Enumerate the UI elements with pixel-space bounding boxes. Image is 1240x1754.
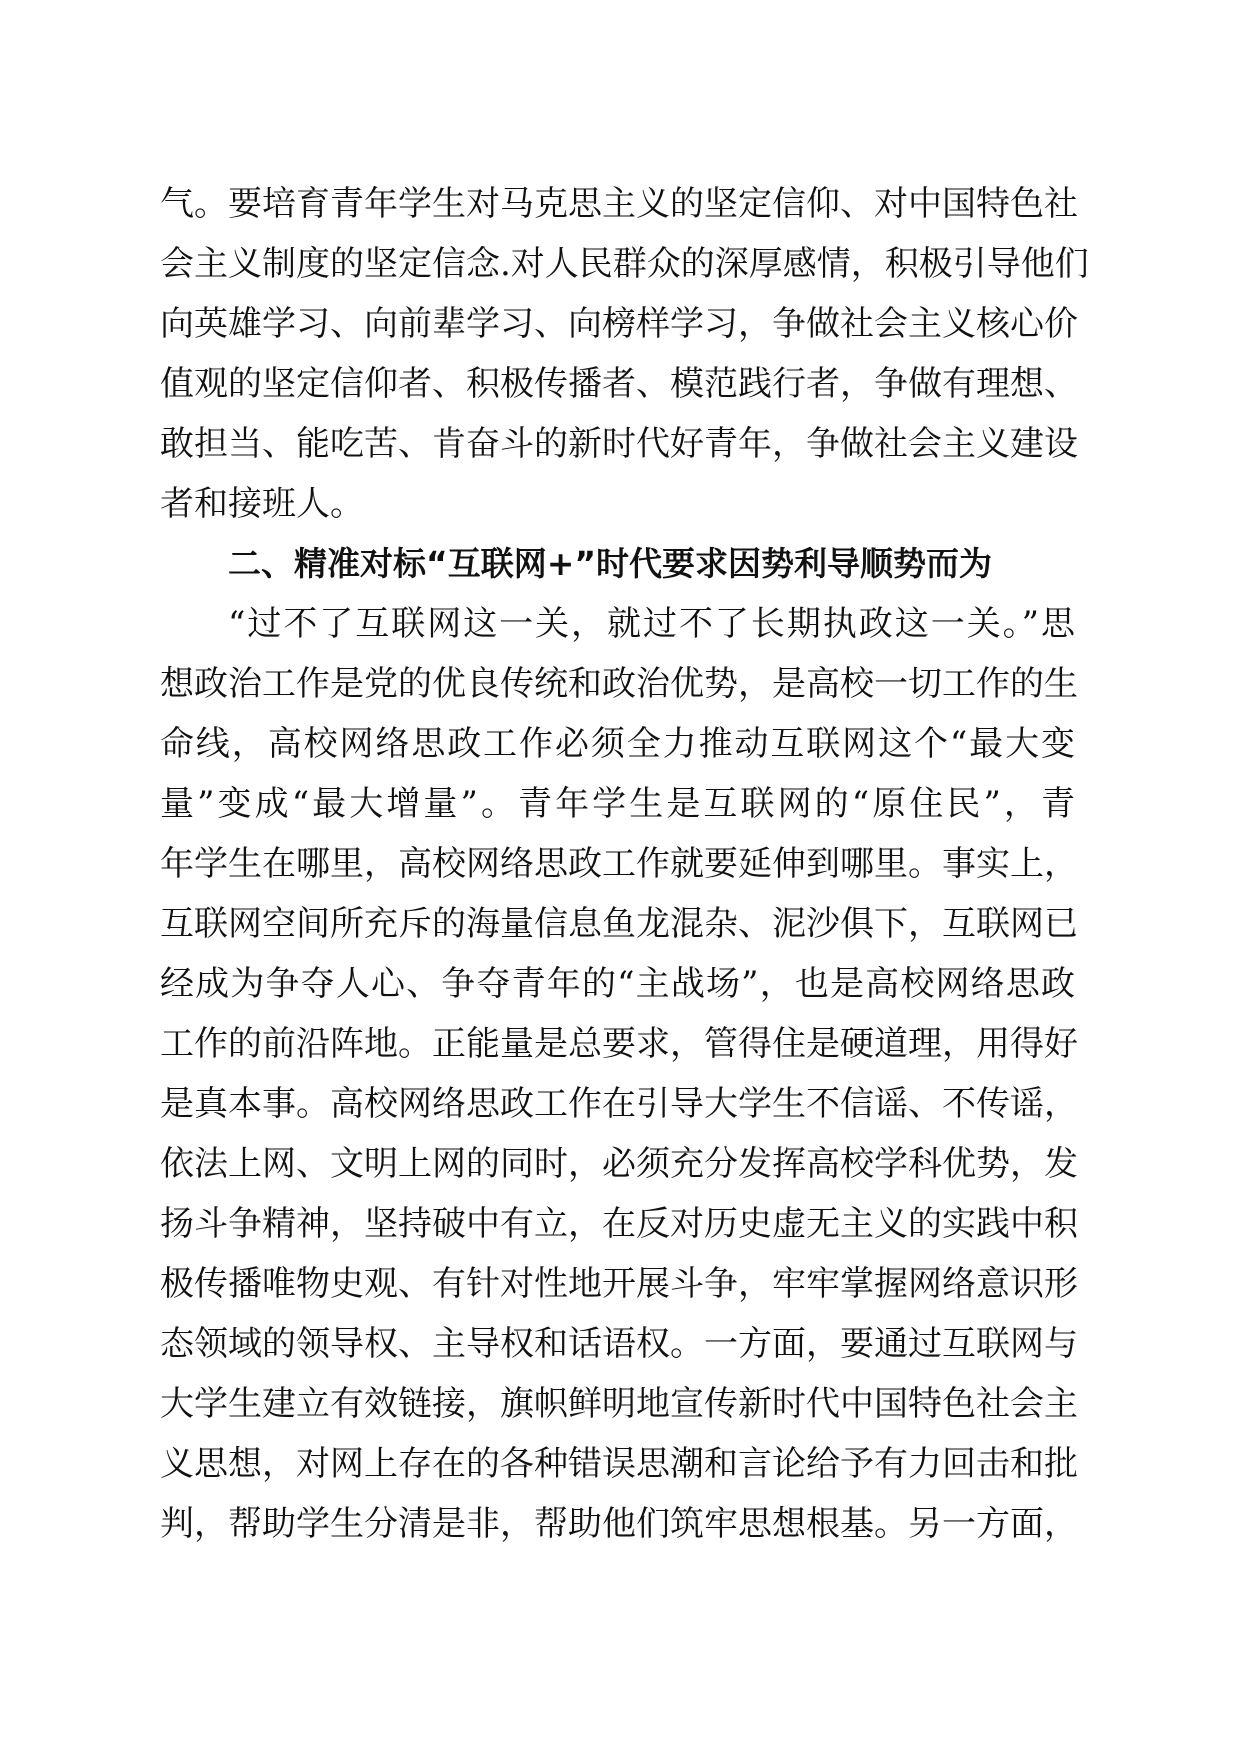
paragraph-line: 向英雄学习、向前辈学习、向榜样学习，争做社会主义核心价 (160, 304, 1078, 344)
paragraph-line: 义思想，对网上存在的各种错误思潮和言论给予有力回击和批 (160, 1444, 1078, 1484)
paragraph-line: 工作的前沿阵地。正能量是总要求，管得住是硬道理，用得好 (160, 1024, 1078, 1064)
paragraph-line: 会主义制度的坚定信念.对人民群众的深厚感情，积极引导他们 (160, 244, 1089, 284)
paragraph-line: 命线，高校网络思政工作必须全力推动互联网这个“最大变 (160, 724, 1075, 764)
paragraph-line: 值观的坚定信仰者、积极传播者、模范践行者，争做有理想、 (160, 364, 1078, 404)
paragraph-line: 判，帮助学生分清是非，帮助他们筑牢思想根基。另一方面， (160, 1504, 1078, 1544)
paragraph-line: 想政治工作是党的优良传统和政治优势，是高校一切工作的生 (160, 664, 1078, 704)
paragraph-line: 依法上网、文明上网的同时，必须充分发挥高校学科优势，发 (160, 1144, 1078, 1184)
paragraph-line: 极传播唯物史观、有针对性地开展斗争，牢牢掌握网络意识形 (160, 1264, 1078, 1304)
paragraph-line: 量”变成“最大增量”。青年学生是互联网的“原住民”，青 (160, 784, 1075, 824)
paragraph-line: 者和接班人。 (160, 484, 364, 524)
paragraph-continued (160, 174, 1089, 534)
paragraph-line: 互联网空间所充斥的海量信息鱼龙混杂、泥沙俱下，互联网已 (160, 904, 1078, 944)
paragraph-line: 敢担当、能吃苦、肯奋斗的新时代好青年，争做社会主义建设 (160, 424, 1078, 464)
paragraph-line: 扬斗争精神，坚持破中有立，在反对历史虚无主义的实践中积 (160, 1204, 1078, 1244)
paragraph-line: 年学生在哪里，高校网络思政工作就要延伸到哪里。事实上， (160, 844, 1078, 884)
paragraph-internet-section (160, 594, 1078, 1554)
paragraph-line: 大学生建立有效链接，旗帜鲜明地宣传新时代中国特色社会主 (160, 1384, 1078, 1424)
paragraph-line: 经成为争夺人心、争夺青年的“主战场”，也是高校网络思政 (160, 964, 1075, 1004)
paragraph-line: 态领域的领导权、主导权和话语权。一方面，要通过互联网与 (160, 1324, 1078, 1364)
paragraph-line: 是真本事。高校网络思政工作在引导大学生不信谣、不传谣， (160, 1084, 1078, 1124)
section-heading: 二、精准对标“互联网+”时代要求因势利导顺势而为 (228, 544, 993, 583)
paragraph-line: 气。要培育青年学生对马克思主义的坚定信仰、对中国特色社 (160, 184, 1078, 224)
paragraph-line: “过不了互联网这一关，就过不了长期执政这一关。”思 (228, 604, 1075, 644)
